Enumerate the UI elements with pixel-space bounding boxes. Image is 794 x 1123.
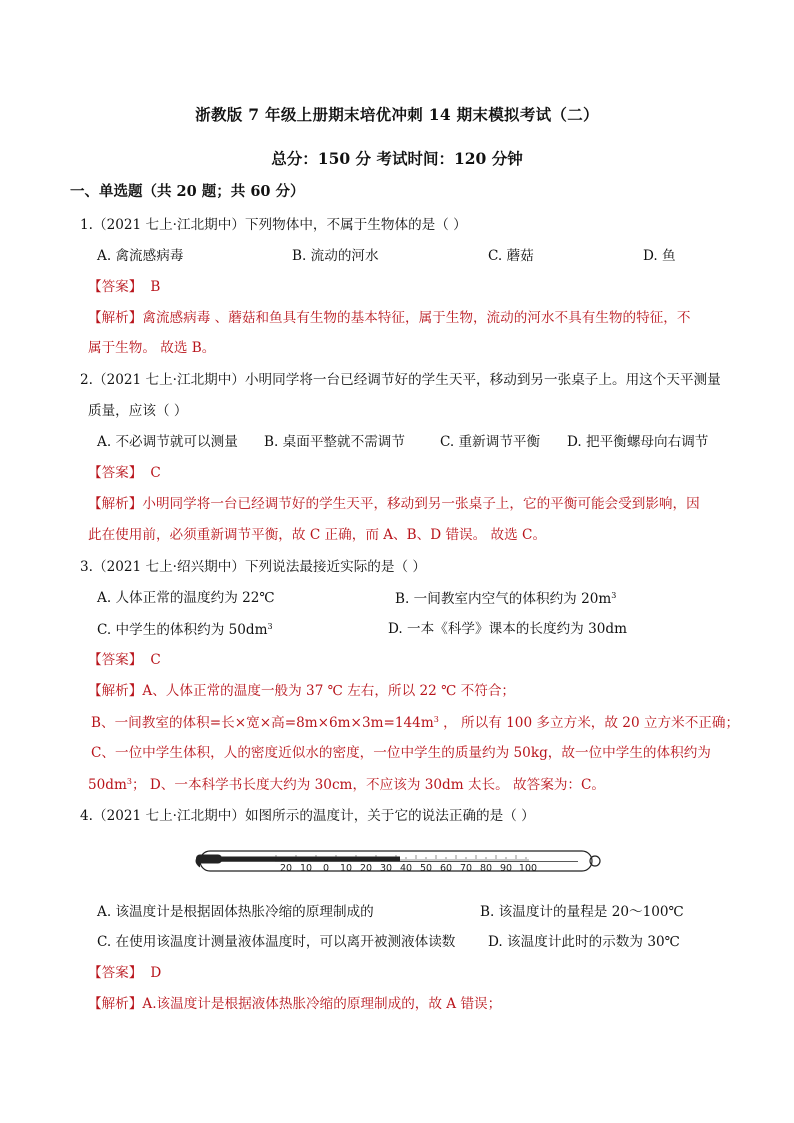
tick-label: 0 [322,863,330,874]
tick-label: 60 [439,863,453,874]
q1-stem: 1.（2021 七上·江北期中）下列物体中，不属于生物体的是（ ） [80,217,467,233]
q1-analysis-line-1 [88,312,690,326]
q4-answer [88,967,161,981]
tick-label: 10 [339,863,353,874]
q3-option-b-sup: 3 [611,591,617,600]
q2-stem-line-2: 质量，应该（ ） [88,403,188,419]
q2-answer-value: C [150,465,161,481]
q3-analysis-sup-1: 3 [433,715,439,724]
q1-analysis-line-2: 属于生物。 故选 B。 [88,340,216,356]
q2-option-d: D. 把平衡螺母向右调节 [567,434,709,450]
q3-analysis-line-4 [88,778,605,793]
q3-option-a: A. 人体正常的温度约为 22℃ [97,590,275,606]
q2-analysis-text-1: 小明同学将一台已经调节好的学生天平，移动到另一张桌子上，它的平衡可能会受到影响，因 [142,496,700,512]
answer-label: 【答案】 [88,279,143,295]
q4-option-c: C. 在使用该温度计测量液体温度时，可以离开被测液体读数 [97,934,456,950]
tick-label: 100 [518,863,538,874]
q2-analysis-line-2: 此在使用前，必须重新调节平衡，故 C 正确，而 A、B、D 错误。 故选 C。 [88,527,547,543]
q3-stem: 3.（2021 七上·绍兴期中）下列说法最接近实际的是（ ） [80,559,426,575]
q2-stem-line-1: 2.（2021 七上·江北期中）小明同学将一台已经调节好的学生天平，移动到另一张桌子上。用这个天平测量 [80,372,721,388]
analysis-label: 【解析】 [88,683,143,699]
tick-label: 50 [419,863,433,874]
q1-option-d: D. 鱼 [643,248,676,264]
tick-label: 30 [379,863,393,874]
q3-option-b [395,592,616,607]
tick-label: 20 [359,863,373,874]
thermometer-tick-labels [280,863,537,874]
q3-analysis-text-2b: ， 所以有 100 多立方米，故 20 立方米不正确； [438,715,740,731]
q3-analysis-text-2a: B、一间教室的体积=长×宽×高=8m×6m×3m=144m [91,715,434,731]
q3-analysis-line-3: C、一位中学生体积，人的密度近似水的密度，一位中学生的质量约为 50kg，故一位中学生的体积约为 [91,745,711,761]
q2-option-b: B. 桌面平整就不需调节 [264,434,405,450]
q1-answer [88,281,160,295]
analysis-label: 【解析】 [88,996,143,1012]
q1-option-c: C. 蘑菇 [488,248,534,264]
q3-analysis-sup-2: 3 [126,777,132,786]
q4-analysis-text-1: A.该温度计是根据液体热胀冷缩的原理制成的，故 A 错误； [142,996,502,1012]
q1-option-a: A. 禽流感病毒 [97,248,184,264]
page-subtitle: 总分：150 分 考试时间：120 分钟 [271,149,523,168]
analysis-label: 【解析】 [88,496,143,512]
tick-label: 20 [279,863,293,874]
page-title: 浙教版 7 年级上册期末培优冲刺 14 期末模拟考试（二） [195,105,599,124]
q3-analysis-line-2 [91,716,739,731]
q3-answer-value: C [150,652,161,668]
q4-option-a: A. 该温度计是根据固体热胀冷缩的原理制成的 [97,904,374,920]
q3-answer [88,654,161,668]
tick-label: 90 [499,863,513,874]
tick-label: 80 [479,863,493,874]
tick-label: 10 [299,863,313,874]
answer-label: 【答案】 [88,652,143,668]
answer-label: 【答案】 [88,965,143,981]
q3-option-c-text: C. 中学生的体积约为 50dm [97,622,268,638]
q2-option-c: C. 重新调节平衡 [440,434,541,450]
q1-answer-value: B [150,279,161,295]
section-heading: 一、单选题（共 20 题；共 60 分） [70,183,305,200]
q1-option-b: B. 流动的河水 [292,248,379,264]
q2-option-a: A. 不必调节就可以测量 [97,434,238,450]
thermometer-bulb-fill [196,855,222,864]
q3-option-d: D. 一本《科学》课本的长度约为 30dm [388,621,627,637]
q3-analysis-text-4b: ； D、一本科学书长度大约为 30cm，不应该为 30dm 太长。 故答案为：C。 [131,777,606,793]
analysis-label: 【解析】 [88,310,143,326]
q1-analysis-text-1: 禽流感病毒 、蘑菇和鱼具有生物的基本特征，属于生物，流动的河水不具有生物的特征，不 [142,310,691,326]
q4-stem: 4.（2021 七上·江北期中）如图所示的温度计，关于它的说法正确的是（ ） [80,808,535,824]
q3-analysis-text-1: A、人体正常的温度一般为 37 ℃ 左右，所以 22 ℃ 不符合； [142,683,516,699]
q3-analysis-text-4a: 50dm [88,777,127,793]
q3-option-c-sup: 3 [267,622,273,631]
thermometer-figure [186,845,606,877]
q2-answer [88,467,161,481]
q4-option-d: D. 该温度计此时的示数为 30℃ [488,934,680,950]
q4-analysis-line-1 [88,998,501,1012]
q3-analysis-line-1 [88,685,515,699]
q3-option-b-text: B. 一间教室内空气的体积约为 20m [395,591,612,607]
answer-label: 【答案】 [88,465,143,481]
q3-option-c [97,623,273,638]
q4-option-b: B. 该温度计的量程是 20～100℃ [480,904,684,920]
q4-answer-value: D [150,965,162,981]
tick-label: 40 [399,863,413,874]
tick-label: 70 [459,863,473,874]
q2-analysis-line-1 [88,498,700,512]
